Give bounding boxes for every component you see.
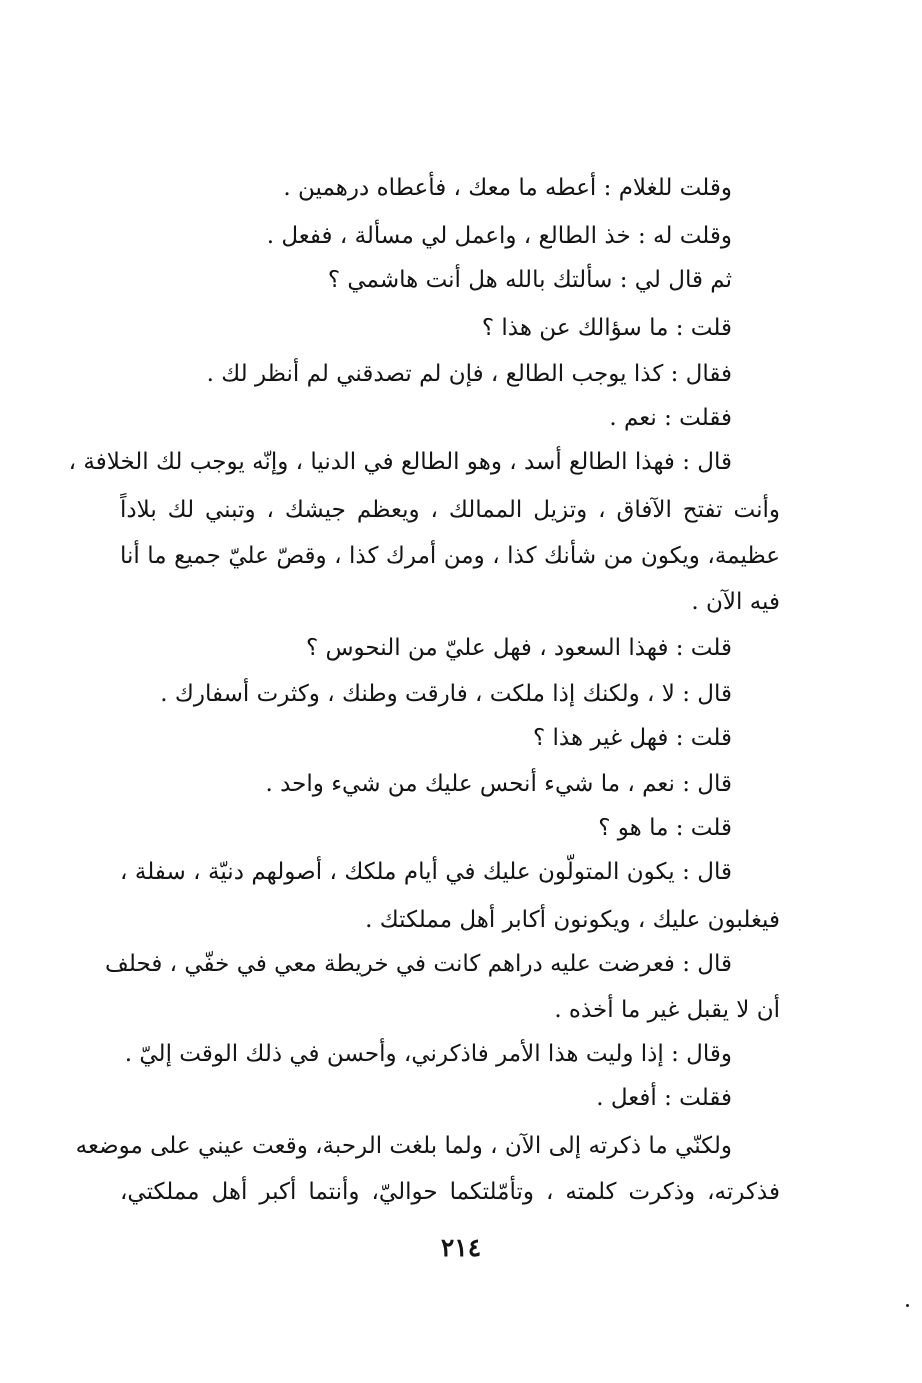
text-line: قلت : فهل غير هذا ؟: [533, 725, 732, 751]
text-line: وقال : إذا وليت هذا الأمر فاذكرني، وأحسن في ذلك الوقت إليّ .: [124, 1041, 732, 1067]
text-line: فقلت : نعم .: [609, 405, 732, 431]
text-line: وقلت له : خذ الطالع ، واعمل لي مسألة ، ففعل .: [266, 223, 732, 249]
text-line: قلت : ما سؤالك عن هذا ؟: [481, 315, 732, 341]
text-line: ثم قال لي : سألتك بالله هل أنت هاشمي ؟: [327, 267, 732, 293]
text-line: قال : نعم ، ما شيء أنحس عليك من شيء واحد .: [265, 771, 732, 797]
text-line: فقال : كذا يوجب الطالع ، فإن لم تصدقني لم أنظر لك .: [206, 361, 732, 387]
text-line: قال : يكون المتولّون عليك في أيام ملكك ، أصولهم دنيّة ، سفلة ،: [120, 859, 732, 885]
text-line: فيغلبون عليك ، ويكونون أكابر أهل مملكتك .: [365, 907, 780, 933]
text-line: أن لا يقبل غير ما أخذه .: [554, 997, 780, 1023]
page-number: ٢١٤: [440, 1233, 482, 1262]
text-line: قال : لا ، ولكنك إذا ملكت ، فارقت وطنك ، وكثرت أسفارك .: [160, 681, 732, 707]
text-line: قال : فعرضت عليه دراهم كانت في خريطة معي في خفّي ، فحلف: [105, 951, 732, 977]
text-line: قال : فهذا الطالع أسد ، وهو الطالع في الدنيا ، وإنّه يوجب لك الخلافة ،: [68, 449, 732, 475]
text-line: فقلت : أفعل .: [596, 1085, 732, 1111]
text-line: قلت : ما هو ؟: [598, 815, 732, 841]
text-line: ولكنّي ما ذكرته إلى الآن ، ولما بلغت الرحبة، وقعت عيني على موضعه: [75, 1133, 732, 1159]
text-line: فيه الآن .: [691, 589, 780, 615]
text-line: وقلت للغلام : أعطه ما معك ، فأعطاه درهمين .: [283, 175, 732, 201]
text-line: فذكرته، وذكرت كلمته ، وتأمّلتكما حواليّ، وأنتما أكبر أهل مملكتي،: [120, 1179, 780, 1205]
scan-speck: [906, 1304, 909, 1307]
text-line: عظيمة، ويكون من شأنك كذا ، ومن أمرك كذا ، وقصّ عليّ جميع ما أنا: [120, 543, 780, 569]
text-line: وأنت تفتح الآفاق ، وتزيل الممالك ، ويعظم جيشك ، وتبني لك بلاداً: [120, 497, 780, 523]
text-line: قلت : فهذا السعود ، فهل عليّ من النحوس ؟: [305, 635, 732, 661]
